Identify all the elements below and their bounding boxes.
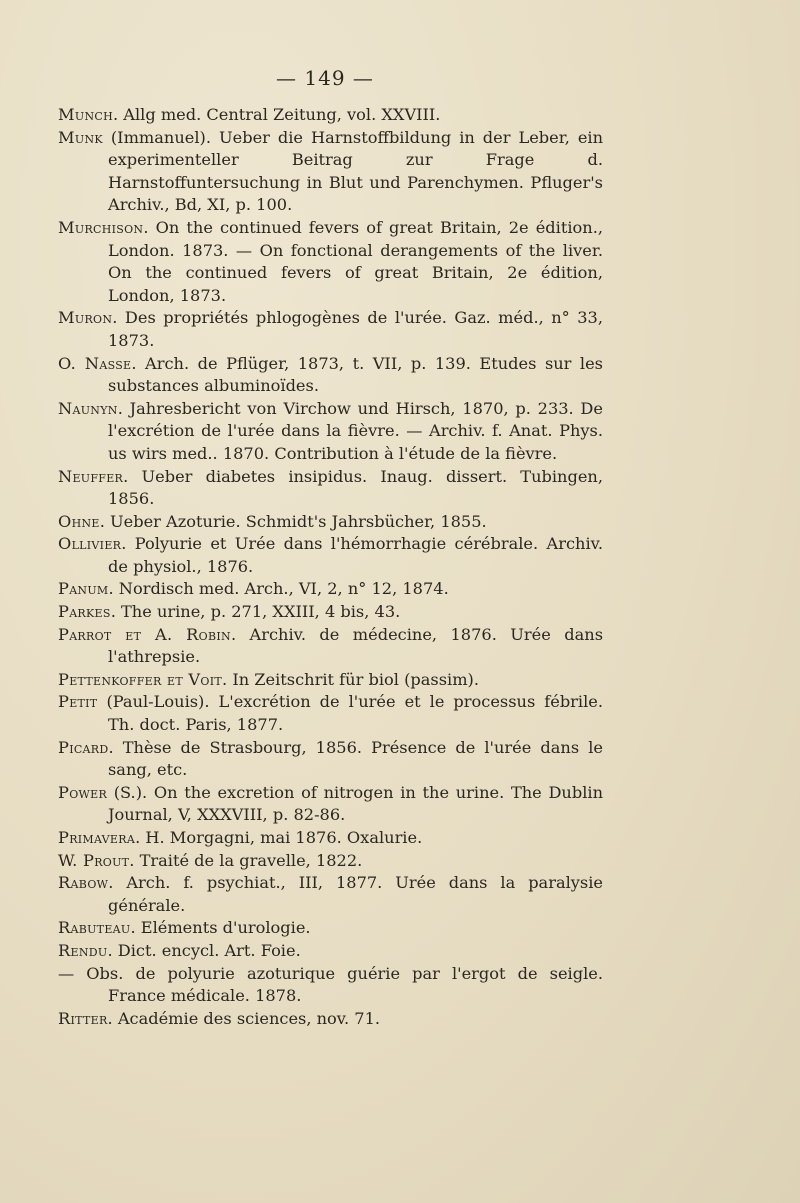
- entry-author: Naunyn: [58, 398, 118, 418]
- entry-text: . Ueber Azoturie. Schmidt's Jahrsbücher, 1855.: [99, 511, 487, 531]
- bibliography-entry: [58, 578, 603, 601]
- entry-text: — Obs. de polyurie azoturique guérie par l'ergot de seigle. France médicale. 1878.: [58, 963, 603, 1006]
- entry-author: Power: [58, 782, 108, 802]
- entry-text: (S.). On the excretion of nitrogen in the urine. The Dublin Journal, V, XXXVIII, p. 82-86.: [107, 782, 603, 825]
- bibliography-entry: [58, 624, 603, 669]
- entry-author: Neuffer: [58, 466, 124, 486]
- entry-author: Panum: [58, 579, 109, 599]
- entry-author: Picard: [58, 737, 109, 757]
- entry-text: . Académie des sciences, nov. 71.: [107, 1008, 381, 1028]
- entry-author: Pettenkoffer et Voit: [58, 669, 223, 689]
- entry-author: Parrot et A. Robin: [58, 624, 231, 644]
- bibliography-entry: [58, 398, 603, 466]
- entry-author: Ohne: [58, 511, 100, 531]
- entry-text: . Archiv. de médecine, 1876. Urée dans l'athrepsie.: [108, 624, 603, 667]
- entry-author: Muron: [58, 308, 113, 328]
- page-number: — 149 —: [276, 66, 374, 90]
- entry-text: . Eléments d'urologie.: [130, 918, 311, 938]
- bibliography-entry: [58, 353, 603, 398]
- entry-text: . Ueber diabetes insipidus. Inaug. dissert. Tubingen, 1856.: [108, 466, 603, 509]
- entry-text: . In Zeitschrit für biol (passim).: [222, 669, 479, 689]
- entry-text: . Polyurie et Urée dans l'hémorrhagie cérébrale. Archiv. de physiol., 1876.: [108, 534, 603, 576]
- bibliography-entry: [58, 601, 603, 624]
- entry-text: (Paul-Louis). L'excrétion de l'urée et le processus fébrile. Th. doct. Paris, 1877.: [97, 692, 603, 735]
- entry-author: Rendu: [58, 940, 108, 960]
- entry-text: (Immanuel). Ueber die Harnstoffbildung in der Leber, ein experimenteller Beitrag zur Frage d. Harnstoffuntersuchung in Blut und Parenchymen. Pfluger's Archiv., Bd, XI, p. 100.: [102, 127, 603, 215]
- entry-author: Ollivier: [58, 534, 122, 554]
- bibliography-entry: [58, 963, 603, 1008]
- bibliography-entry: [58, 127, 603, 217]
- entry-author: Ritter: [58, 1008, 108, 1028]
- entry-text: . Arch. f. psychiat., III, 1877. Urée dans la paralysie générale.: [108, 873, 603, 915]
- entry-author: Parkes: [58, 602, 111, 622]
- bibliography-entry: [58, 511, 603, 534]
- entry-text: . Des propriétés phlogogènes de l'urée. Gaz. méd., n° 33, 1873.: [108, 308, 603, 350]
- bibliography-entry: [58, 872, 603, 917]
- entry-text: . Allg med. Central Zeitung, vol. XXVIII.: [112, 105, 441, 124]
- bibliography-entry: [58, 669, 603, 692]
- bibliography-list: [58, 104, 603, 1030]
- entry-author: Rabow: [58, 873, 109, 893]
- bibliography-entry: [58, 917, 603, 940]
- entry-author: Munch: [58, 105, 113, 124]
- entry-text: . Thèse de Strasbourg, 1856. Présence de l'urée dans le sang, etc.: [108, 737, 603, 780]
- entry-author: Murchison: [58, 217, 144, 237]
- bibliography-entry: [58, 827, 603, 850]
- entry-author: Petit: [58, 692, 98, 712]
- bibliography-entry: [58, 466, 603, 511]
- bibliography-entry: [58, 217, 603, 307]
- entry-text: . Nordisch med. Arch., VI, 2, n° 12, 1874.: [108, 579, 449, 599]
- entry-author: Primavera: [58, 828, 136, 847]
- entry-text: . Dict. encycl. Art. Foie.: [107, 940, 301, 960]
- entry-text: . Arch. de Pflüger, 1873, t. VII, p. 139. Etudes sur les substances albuminoïdes.: [108, 353, 603, 396]
- entry-text: . Traité de la gravelle, 1822.: [129, 850, 363, 870]
- entry-text: . H. Morgagni, mai 1876. Oxalurie.: [135, 828, 423, 847]
- bibliography-entry: [58, 782, 603, 827]
- bibliography-entry: [58, 104, 603, 127]
- entry-author: O. Nasse: [58, 353, 132, 373]
- entry-author: Rabuteau: [58, 918, 131, 938]
- bibliography-entry: [58, 1008, 603, 1031]
- entry-author: Munk: [58, 127, 103, 147]
- bibliography-entry: [58, 691, 603, 736]
- entry-author: W. Prout: [58, 850, 130, 870]
- entry-text: . Jahresbericht von Virchow und Hirsch, 1870, p. 233. De l'excrétion de l'urée dans la fièvre. — Archiv. f. Anat. Phys. us wirs med.. 1870. Contribution à l'étude de la fièvre.: [108, 398, 603, 463]
- bibliography-entry: [58, 940, 603, 963]
- entry-text: . The urine, p. 271, XXIII, 4 bis, 43.: [110, 602, 401, 622]
- bibliography-entry: [58, 307, 603, 352]
- bibliography-entry: [58, 737, 603, 782]
- entry-text: . On the continued fevers of great Britain, 2e édition., London. 1873. — On fonctional derangements of the liver. On the continued fevers of great Britain, 2e édition, London, 1873.: [108, 217, 603, 305]
- bibliography-entry: [58, 533, 603, 578]
- bibliography-entry: [58, 850, 603, 873]
